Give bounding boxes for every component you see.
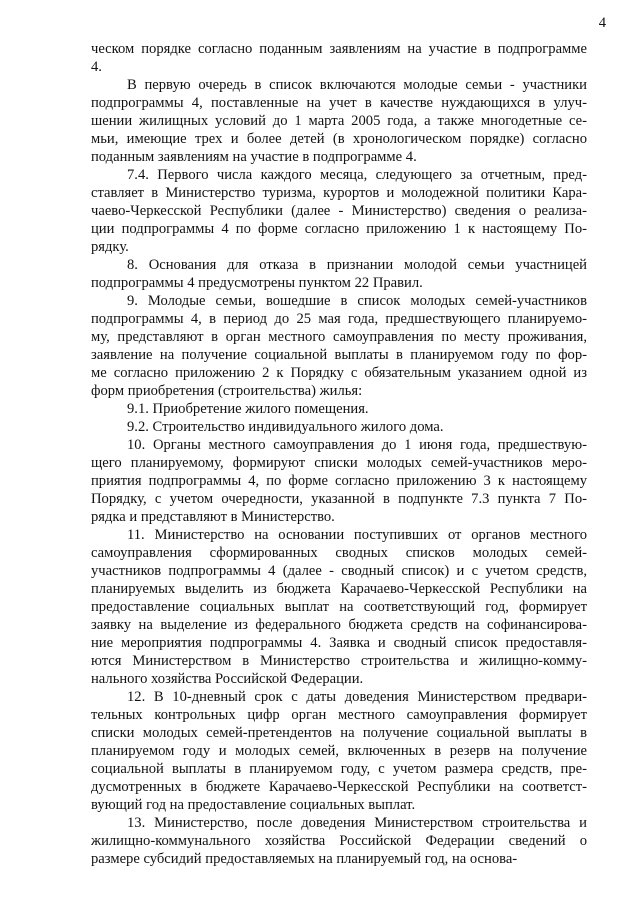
- text-line: рядку.: [91, 239, 129, 255]
- text-line: социальной выплаты в планируемом году, с учетом размера средств, пре-: [91, 761, 587, 777]
- text-line: 7.4. Первого числа каждого месяца, следующего за отчетным, пред-: [127, 167, 587, 183]
- text-line: поданным заявлениям на участие в подпрограмме 4.: [91, 149, 417, 165]
- paragraph: [91, 76, 587, 166]
- paragraph: [91, 418, 587, 436]
- text-line: приятия подпрограммы 4, по форме согласно приложению 3 к настоящему: [91, 473, 587, 489]
- paragraph: [91, 814, 587, 868]
- text-line: 10. Органы местного самоуправления до 1 июня года, предшествую-: [127, 437, 587, 453]
- paragraph: [91, 436, 587, 526]
- text-line: подпрограммы 4, поставленные на учет в качестве нуждающихся в улуч-: [91, 95, 587, 111]
- text-line: мьи, имеющие трех и более детей (в хронологическом порядке) согласно: [91, 131, 587, 147]
- text-line: размере субсидий предоставляемых на планируемый год, на основа-: [91, 851, 518, 867]
- text-line: му, представляют в орган местного самоуправления по месту проживания,: [91, 329, 587, 345]
- paragraph: [91, 166, 587, 256]
- text-line: самоуправления сформированных сводных списков молодых семей-: [91, 545, 587, 561]
- text-line: планируемых выделить из бюджета Карачаево-Черкесской Республики на: [91, 581, 587, 597]
- text-line: предоставление социальных выплат на соответствующий год, формирует: [91, 599, 587, 615]
- text-line: ются Министерством в Министерство строительства и жилищно-комму-: [91, 653, 587, 669]
- text-line: заявку на выделение из федерального бюджета средств на софинансирова-: [91, 617, 587, 633]
- paragraph: [91, 688, 587, 814]
- text-line: 12. В 10-дневный срок с даты доведения Министерством предвари-: [127, 689, 587, 705]
- text-line: форм приобретения (строительства) жилья:: [91, 383, 363, 399]
- text-line: 13. Министерство, после доведения Министерством строительства и: [127, 815, 587, 831]
- text-line: жилищно-коммунального хозяйства Российской Федерации сведений о: [91, 833, 587, 849]
- text-line: щего планируемому, формируют списки молодых семей-участников меро-: [91, 455, 587, 471]
- text-line: 9. Молодые семьи, вошедшие в список молодых семей-участников: [127, 293, 587, 309]
- text-line: В первую очередь в список включаются молодые семьи - участники: [127, 77, 587, 93]
- text-line: 4.: [91, 59, 102, 75]
- text-line: вующий год на предоставление социальных выплат.: [91, 797, 416, 813]
- text-line: чаево-Черкесской Республики (далее - Министерство) сведения о реализа-: [91, 203, 587, 219]
- document-body: [91, 40, 587, 868]
- paragraph: [91, 400, 587, 418]
- text-line: ние мероприятия подпрограммы 4. Заявка и сводный список предоставля-: [91, 635, 587, 651]
- text-line: заявление на получение социальной выплаты в планируемом году по фор-: [91, 347, 587, 363]
- paragraph: [91, 256, 587, 292]
- text-line: рядка и представляют в Министерство.: [91, 509, 335, 525]
- text-line: 8. Основания для отказа в признании молодой семьи участницей: [127, 257, 587, 273]
- text-line: 11. Министерство на основании поступивших от органов местного: [127, 527, 587, 543]
- paragraph: [91, 526, 587, 688]
- page-number: 4: [598, 15, 606, 31]
- text-line: Порядку, с учетом очередности, указанной в подпункте 7.3 пункта 7 По-: [91, 491, 587, 507]
- text-line: подпрограммы 4 предусмотрены пунктом 22 Правил.: [91, 275, 423, 291]
- text-line: ции подпрограммы 4 по форме согласно приложению 1 к настоящему По-: [91, 221, 587, 237]
- text-line: планируемом году и молодых семей, включенных в резерв на получение: [91, 743, 587, 759]
- text-line: подпрограммы 4, в период до 25 мая года, предшествующего планируемо-: [91, 311, 587, 327]
- text-line: тельных контрольных цифр орган местного самоуправления формирует: [91, 707, 587, 723]
- text-line: списки молодых семей-претендентов на получение социальной выплаты в: [91, 725, 587, 741]
- paragraph: [91, 292, 587, 400]
- paragraph: [91, 40, 587, 76]
- text-line: дусмотренных в бюджете Карачаево-Черкесской Республики на соответст-: [91, 779, 587, 795]
- text-line: 9.2. Строительство индивидуального жилого дома.: [127, 419, 444, 435]
- text-line: ческом порядке согласно поданным заявлениям на участие в подпрограмме: [91, 41, 587, 57]
- text-line: ставляет в Министерство туризма, курортов и молодежной политики Кара-: [91, 185, 587, 201]
- text-line: участников подпрограммы 4 (далее - сводный список) и с учетом средств,: [91, 563, 587, 579]
- text-line: шении жилищных условий до 1 марта 2005 года, а также многодетные се-: [91, 113, 587, 129]
- text-line: нального хозяйства Российской Федерации.: [91, 671, 364, 687]
- text-line: ме согласно приложению 2 к Порядку с обязательным указанием одной из: [91, 365, 587, 381]
- text-line: 9.1. Приобретение жилого помещения.: [127, 401, 369, 417]
